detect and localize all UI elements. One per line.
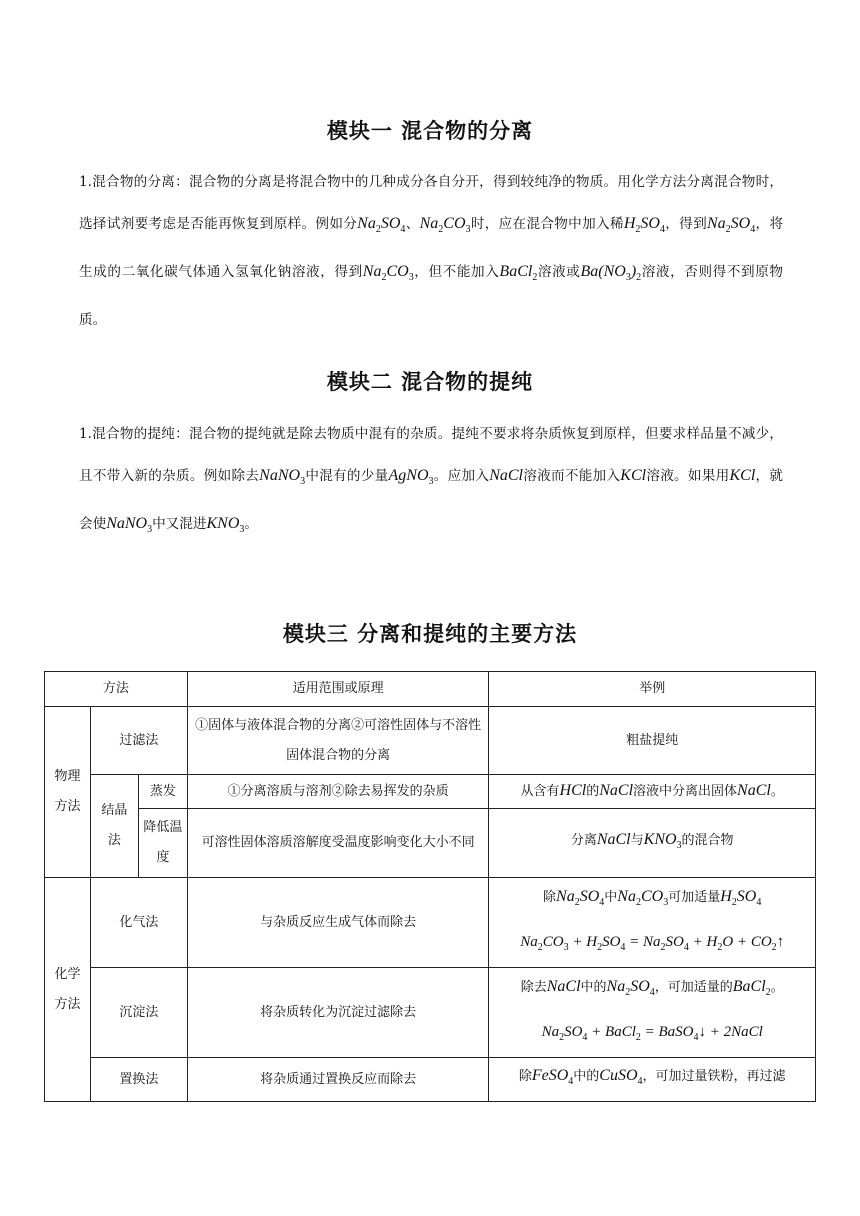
chemical-method-cell: 化学方法 (45, 878, 91, 1102)
chemical-formula: NaCl (596, 830, 631, 848)
chemical-formula: FeSO$_4$ (531, 1067, 574, 1088)
cooling-principle: 可溶性固体溶质溶解度受温度影响变化大小不同 (187, 809, 489, 878)
crystallization-cell: 结晶法 (90, 775, 138, 878)
evaporation-example: 从含有HCl的NaCl溶液中分离出固体NaCl。 (489, 775, 816, 809)
cooling-name: 降低温度 (138, 809, 187, 878)
chemical-formula: CuSO$_4$ (599, 1067, 643, 1088)
chemical-formula: $Na_2CO_3$ (419, 215, 471, 236)
module2-paragraph: 1.混合物的提纯：混合物的提纯就是除去物质中混有的杂质。提纯不要求将杂质恢复到原样，但要求样品量不减少，且不带入新的杂质。例如除去NaNO$_3$中混有的少量AgNO$_3$。应加入NaCl溶液而不能加入KCl溶液。如果用KCl，就会使NaNO$_3$中又混进$KNO_3$。 (79, 426, 784, 536)
table-row (45, 1058, 816, 1102)
chemical-formula: $Ba(NO_3)_2$ (580, 263, 642, 284)
module1-paragraph: 1.混合物的分离：混合物的分离是将混合物中的几种成分各自分开，得到较纯净的物质。用化学方法分离混合物时，选择试剂要考虑是否能再恢复到原样。例如分$Na_2SO_4$、$Na_2CO_3$时，应在混合物中加入稀$H_2SO_4$，得到$Na_2SO_4$，将生成的二氧化碳气体通入氢氧化钠溶液，得到$Na_2CO_3$，但不能加入BaCl$_2$溶液或$Ba(NO_3)_2$溶液，否则得不到原物质。 (79, 174, 784, 329)
displacement-principle: 将杂质通过置换反应而除去 (187, 1058, 489, 1102)
chemical-formula: $KNO_3$ (206, 515, 245, 536)
gas-example (489, 878, 816, 968)
chemical-formula: $Na_2CO_3$ (617, 888, 669, 909)
table-row (45, 775, 816, 809)
chemical-formula: BaCl$_2$ (732, 978, 771, 999)
module3-title: 模块三 分离和提纯的主要方法 (282, 622, 578, 646)
header-principle: 适用范围或原理 (187, 672, 489, 707)
header-example: 举例 (489, 672, 816, 707)
chemical-formula: $Na_2SO_4$ (556, 888, 605, 909)
filtration-name: 过滤法 (90, 707, 187, 775)
chemical-formula: $H_2SO_4$ (720, 888, 762, 909)
table-header-row (45, 672, 816, 707)
precipitation-name: 沉淀法 (90, 968, 187, 1058)
methods-table (44, 671, 816, 1102)
evaporation-principle: ①分离溶质与溶剂②除去易挥发的杂质 (187, 775, 489, 809)
evaporation-name: 蒸发 (138, 775, 187, 809)
chemical-formula: NaNO$_3$ (106, 515, 153, 536)
physical-method-cell: 物理方法 (45, 707, 91, 878)
chemical-formula: HCl (559, 782, 587, 799)
module2-title: 模块二 混合物的提纯 (326, 370, 534, 394)
chemical-formula: NaCl (489, 467, 523, 484)
table-row (45, 707, 816, 775)
table-row (45, 809, 816, 878)
chemical-formula: $Na_2SO_4$ (606, 978, 655, 999)
chemical-formula: $Na_2SO_4$ (706, 215, 756, 236)
gas-example-text: 除$Na_2SO_4$中$Na_2CO_3$可加适量$H_2SO_4$ (543, 888, 762, 909)
precipitation-principle: 将杂质转化为沉淀过滤除去 (187, 968, 489, 1058)
filtration-example: 粗盐提纯 (489, 707, 816, 775)
precipitation-equation: $Na_2SO_4$ + BaCl$_2$ = BaSO$_4$↓ + 2NaCl (541, 1023, 763, 1043)
chemical-formula: $Na_2CO_3$ (362, 263, 414, 284)
chemical-formula: AgNO$_3$ (388, 467, 434, 488)
precipitation-example-text: 除去NaCl中的$Na_2SO_4$，可加适量的BaCl$_2$。 (520, 978, 784, 999)
chemical-formula: $H_2SO_4$ (623, 215, 665, 236)
gas-equation: $Na_2CO_3 + H_2SO_4 = Na_2SO_4 + H_2O$ + $CO_2↑$ (520, 933, 785, 953)
chemical-formula: NaCl (737, 782, 771, 799)
chemical-formula: KCl (729, 467, 756, 484)
table-row (45, 878, 816, 968)
chemical-formula: $KNO_3$ (643, 830, 682, 852)
header-method: 方法 (45, 672, 188, 707)
gas-principle: 与杂质反应生成气体而除去 (187, 878, 489, 968)
displacement-example: 除FeSO$_4$中的CuSO$_4$，可加过量铁粉，再过滤 (489, 1058, 816, 1102)
chemical-formula: NaCl (546, 978, 581, 996)
chemical-formula: NaNO$_3$ (259, 467, 306, 488)
displacement-name: 置换法 (90, 1058, 187, 1102)
chemical-formula: BaCl$_2$ (499, 263, 538, 284)
cooling-example: 分离NaCl与$KNO_3$的混合物 (489, 809, 816, 878)
chemical-formula: NaCl (599, 782, 634, 799)
precipitation-example (489, 968, 816, 1058)
chemical-formula: KCl (620, 467, 647, 484)
filtration-principle: ①固体与液体混合物的分离②可溶性固体与不溶性固体混合物的分离 (187, 707, 489, 775)
gas-name: 化气法 (90, 878, 187, 968)
chemical-formula: $Na_2SO_4$ (357, 215, 406, 236)
table-row (45, 968, 816, 1058)
module1-title: 模块一 混合物的分离 (326, 119, 534, 143)
